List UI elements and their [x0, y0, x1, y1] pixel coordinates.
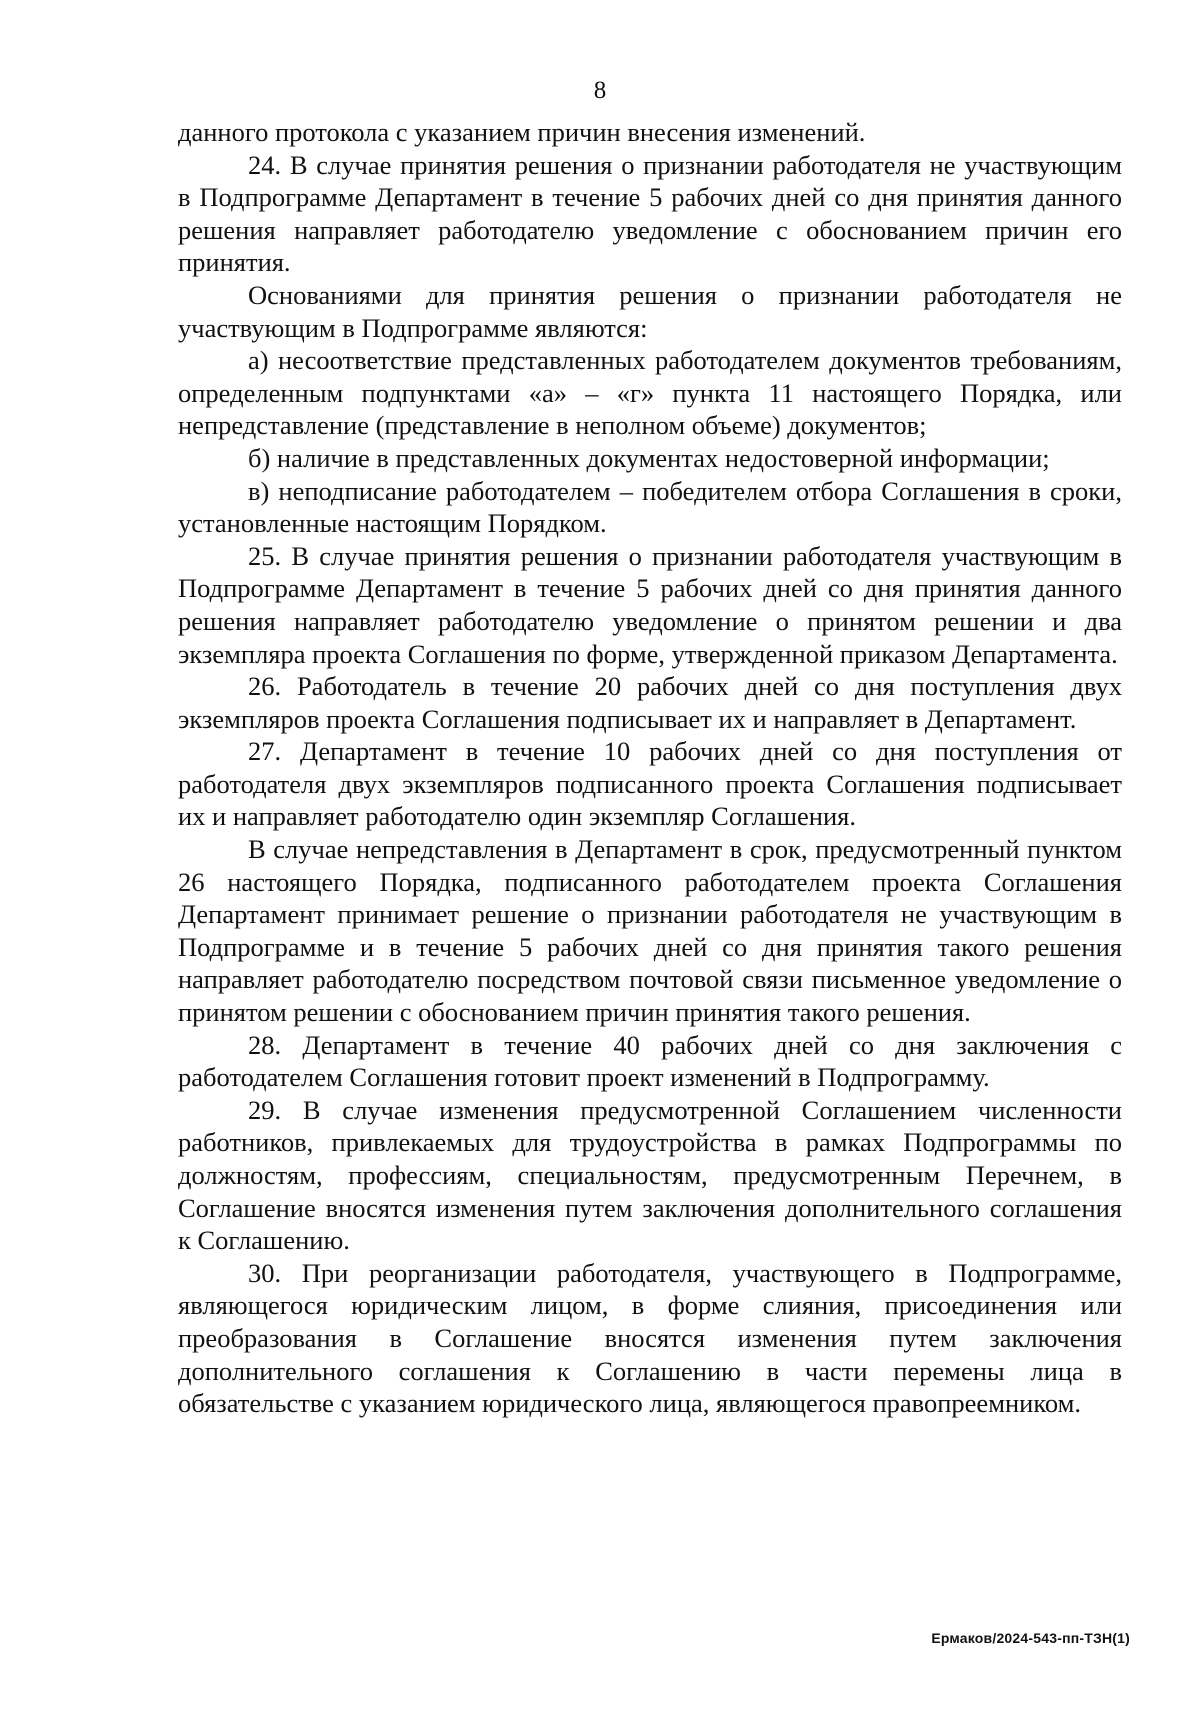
paragraph-item-26: 26. Работодатель в течение 20 рабочих дней со дня поступления двух экземпляров проекта Соглашения подписывает их и направляет в Департамент.	[178, 671, 1122, 734]
document-registration-code: Ермаков/2024-543-пп-ТЗН(1)	[931, 1630, 1130, 1646]
paragraph-subitem-a: а) несоответствие представленных работодателем документов требованиям, определенным подпунктами «а» – «г» пункта 11 настоящего Порядка, или непредставление (представление в неполном объеме) документов;	[178, 345, 1122, 441]
page-number: 8	[593, 77, 607, 104]
paragraph-continuation: данного протокола с указанием причин внесения изменений.	[178, 117, 866, 147]
paragraph-grounds-intro: Основаниями для принятия решения о признании работодателя не участвующим в Подпрограмме являются:	[178, 279, 1122, 343]
paragraph-subitem-v: в) неподписание работодателем – победителем отбора Соглашения в сроки, установленные настоящим Порядком.	[178, 475, 1122, 539]
paragraph-item-27-continuation: В случае непредставления в Департамент в срок, предусмотренный пунктом 26 настоящего Порядка, подписанного работодателем проекта Соглашения Департамент принимает решение о признании работодателя не участвующим в Подпрограмме и в течение 5 рабочих дней со дня принятия такого решения направляет работодателю посредством почтовой связи письменное уведомление о принятом решении с обоснованием причин принятия такого решения.	[178, 834, 1122, 1028]
paragraph-item-28: 28. Департамент в течение 40 рабочих дней со дня заключения с работодателем Соглашения готовит проект изменений в Подпрограмму.	[178, 1029, 1122, 1093]
paragraph-item-30: 30. При реорганизации работодателя, участвующего в Подпрограмме, являющегося юридическим лицом, в форме слияния, присоединения или преобразования в Соглашение вносятся изменения путем заключения дополнительного соглашения к Соглашению в части перемены лица в обязательстве с указанием юридического лица, являющегося правопреемником.	[178, 1257, 1122, 1419]
paragraph-item-25: 25. В случае принятия решения о признании работодателя участвующим в Подпрограмме Департамент в течение 5 рабочих дней со дня принятия данного решения направляет работодателю уведомление о принятом решении и два экземпляра проекта Соглашения по форме, утвержденной приказом Департамента.	[178, 540, 1122, 669]
paragraph-item-29: 29. В случае изменения предусмотренной Соглашением численности работников, привлекаемых для трудоустройства в рамках Подпрограммы по должностям, профессиям, специальностям, предусмотренным Перечнем, в Соглашение вносятся изменения путем заключения дополнительного соглашения к Соглашению.	[178, 1094, 1122, 1256]
paragraph-subitem-b: б) наличие в представленных документах недостоверной информации;	[248, 442, 1050, 473]
paragraph-item-24: 24. В случае принятия решения о признании работодателя не участвующим в Подпрограмме Департамент в течение 5 рабочих дней со дня принятия данного решения направляет работодателю уведомление с обоснованием причин его принятия.	[178, 149, 1122, 278]
document-body	[178, 116, 1122, 1420]
paragraph-item-27: 27. Департамент в течение 10 рабочих дней со дня поступления от работодателя двух экземпляров подписанного проекта Соглашения подписывает их и направляет работодателю один экземпляр Соглашения.	[178, 736, 1122, 832]
